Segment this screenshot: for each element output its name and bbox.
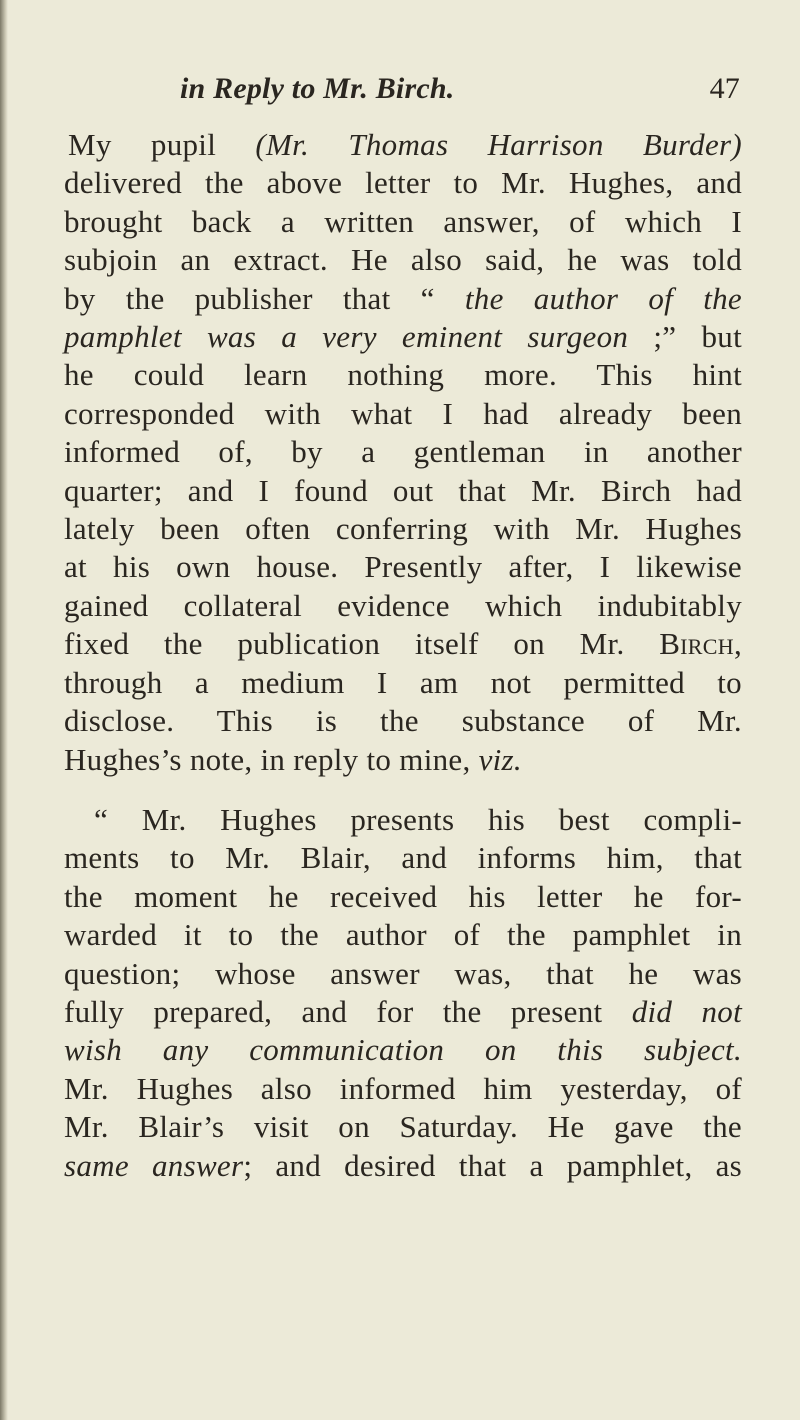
text-line: informed of, by a gentleman in another	[64, 434, 742, 470]
text-line: question; whose answer was, that he was	[64, 955, 742, 991]
page-body	[64, 126, 742, 1185]
text-line: brought back a written answer, of which I	[64, 203, 742, 239]
text-line: Hughes’s note, in reply to mine, viz.	[64, 741, 522, 777]
text-line: quarter; and I found out that Mr. Birch had	[64, 472, 742, 508]
text-line: My pupil (Mr. Thomas Harrison Burder)	[68, 127, 742, 162]
running-header	[180, 72, 740, 106]
text-line: Mr. Blair’s visit on Saturday. He gave the	[64, 1109, 742, 1145]
text-line: gained collateral evidence which indubitably	[64, 587, 742, 623]
page-binding-edge	[0, 0, 8, 1420]
text-line: fixed the publication itself on Mr. Birch,	[64, 626, 742, 662]
text-line: through a medium I am not permitted to	[64, 664, 742, 700]
paragraph-gap	[64, 779, 742, 801]
birch-small-caps: Birch,	[659, 626, 742, 662]
text-line: fully prepared, and for the present did not	[64, 993, 742, 1029]
text-line: wish any communication on this subject.	[64, 1032, 742, 1068]
text-line: delivered the above letter to Mr. Hughes, and	[64, 165, 742, 201]
text-line: lately been often conferring with Mr. Hughes	[64, 511, 742, 547]
text-line: by the publisher that “ the author of the	[64, 280, 742, 316]
page-number: 47	[709, 72, 740, 105]
text-line: Mr. Hughes also informed him yesterday, of	[64, 1070, 742, 1106]
text-line: at his own house. Presently after, I likewise	[64, 549, 742, 585]
text-line: subjoin an extract. He also said, he was told	[64, 242, 742, 278]
running-title: in Reply to Mr. Birch.	[180, 72, 455, 105]
text-line: same answer; and desired that a pamphlet, as	[64, 1147, 742, 1183]
text-line: “ Mr. Hughes presents his best compli-	[94, 801, 742, 837]
text-line: pamphlet was a very eminent surgeon ;” but	[64, 319, 742, 355]
text-line: disclose. This is the substance of Mr.	[64, 703, 742, 739]
text-line: he could learn nothing more. This hint	[64, 357, 742, 393]
text-line: warded it to the author of the pamphlet in	[64, 917, 742, 953]
text-line: the moment he received his letter he for-	[64, 878, 742, 914]
text-line: ments to Mr. Blair, and informs him, that	[64, 840, 742, 876]
text-line: corresponded with what I had already been	[64, 395, 742, 431]
